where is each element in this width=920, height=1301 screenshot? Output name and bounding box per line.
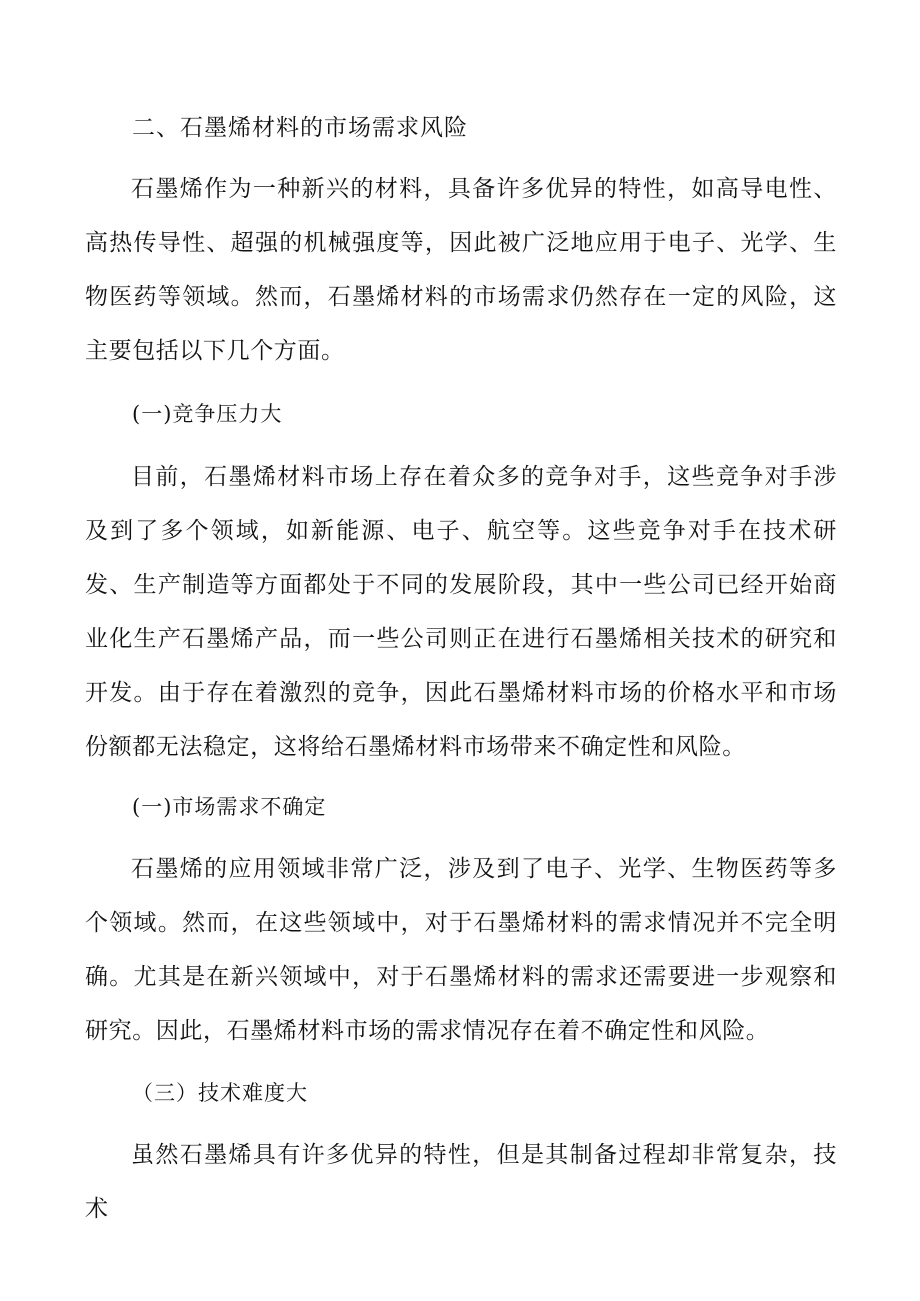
subsection-heading-technology: （三）技术难度大 xyxy=(132,1081,308,1105)
section-title: 二、石墨烯材料的市场需求风险 xyxy=(132,115,468,141)
technology-paragraph: 虽然石墨烯具有许多优异的特性，但是其制备过程却非常复杂，技术 xyxy=(85,1142,837,1222)
competition-paragraph: 目前，石墨烯材料市场上存在着众多的竞争对手，这些竞争对手涉及到了多个领域，如新能源、电子、航空等。这些竞争对手在技术研发、生产制造等方面都处于不同的发展阶段，其中一些公司已经开始商业化生产石墨烯产品，而一些公司则正在进行石墨烯相关技术的研究和开发。由于存在着激烈的竞争，因此石墨烯材料市场的价格水平和市场份额都无法稳定，这将给石墨烯材料市场带来不确定性和风险。 xyxy=(85,464,837,760)
subsection-heading-demand: (一)市场需求不确定 xyxy=(132,795,327,819)
demand-paragraph: 石墨烯的应用领域非常广泛，涉及到了电子、光学、生物医药等多个领域。然而，在这些领域中，对于石墨烯材料的需求情况并不完全明确。尤其是在新兴领域中，对于石墨烯材料的需求还需要进一步观察和研究。因此，石墨烯材料市场的需求情况存在着不确定性和风险。 xyxy=(85,856,837,1044)
subsection-heading-competition: (一)竞争压力大 xyxy=(132,402,283,426)
intro-paragraph: 石墨烯作为一种新兴的材料，具备许多优异的特性，如高导电性、高热传导性、超强的机械强度等，因此被广泛地应用于电子、光学、生物医药等领域。然而，石墨烯材料的市场需求仍然存在一定的风险，这主要包括以下几个方面。 xyxy=(85,176,837,364)
